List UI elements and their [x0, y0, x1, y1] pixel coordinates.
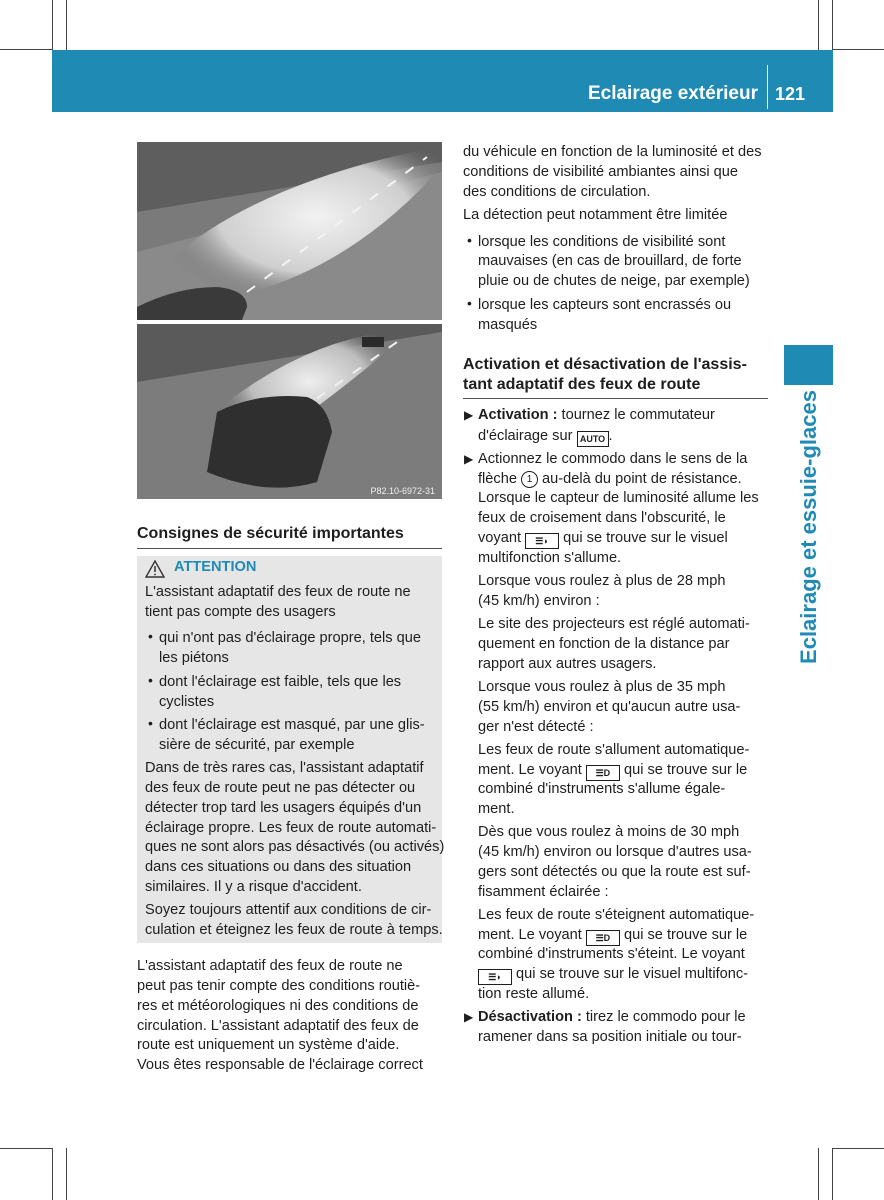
- bullet-dot: •: [148, 628, 153, 644]
- warning-bullet: cyclistes: [159, 694, 215, 710]
- step-text: ment.: [478, 801, 515, 817]
- page-title: Eclairage extérieur: [587, 83, 758, 104]
- step-text: (45 km/h) environ ou lorsque d'autres usa-: [478, 844, 752, 860]
- chapter-label: Eclairage et essuie-glaces: [796, 390, 821, 664]
- step-text: rapport aux autres usagers.: [478, 656, 657, 672]
- step-text: Le site des projecteurs est réglé automati-: [478, 616, 750, 632]
- step-text: Lorsque vous roulez à plus de 35 mph: [478, 679, 726, 695]
- crop-mark: [818, 0, 819, 52]
- step-label: Activation :: [478, 407, 558, 423]
- step-text: gers sont détectés ou que la route est suf-: [478, 864, 751, 880]
- bullet-dot: •: [148, 715, 153, 731]
- crop-mark: [52, 1148, 53, 1200]
- warning-text: ques ne sont alors pas désactivés (ou activés): [145, 839, 445, 855]
- step-text: [478, 528, 728, 549]
- step-text: feux de croisement dans l'obscurité, le: [478, 510, 726, 526]
- callout-number-icon: 1: [521, 471, 538, 488]
- step-text: combiné d'instruments s'éteint. Le voyant: [478, 946, 745, 962]
- high-beam-icon: ☰D: [586, 930, 620, 946]
- body-text: L'assistant adaptatif des feux de route ne: [137, 958, 403, 974]
- section-heading: tant adaptatif des feux de route: [463, 376, 701, 393]
- list-item: lorsque les conditions de visibilité sont: [478, 234, 726, 250]
- high-beam-assist-icon: ☰◗: [525, 533, 559, 549]
- body-text: des conditions de circulation.: [463, 184, 651, 200]
- step-text: [478, 964, 748, 985]
- step-text-part: ment. Le voyant: [478, 762, 586, 778]
- step-text: multifonction s'allume.: [478, 550, 622, 566]
- warning-intro: L'assistant adaptatif des feux de route ne: [145, 584, 411, 600]
- warning-bullet: dont l'éclairage est masqué, par une glis-: [159, 717, 425, 733]
- auto-symbol: AUTO: [577, 431, 609, 447]
- step-text: Dès que vous roulez à moins de 30 mph: [478, 824, 740, 840]
- crop-mark: [0, 49, 52, 50]
- crop-mark: [52, 0, 53, 52]
- crop-mark: [0, 1148, 52, 1149]
- step-text: [478, 1007, 746, 1027]
- step-text-part: tournez le commutateur: [557, 407, 715, 423]
- section-heading: Consignes de sécurité importantes: [137, 525, 404, 542]
- step-text: tion reste allumé.: [478, 986, 590, 1002]
- step-arrow-icon: ▶: [464, 408, 474, 422]
- step-text-part: .: [608, 428, 613, 444]
- crop-mark: [832, 1148, 884, 1149]
- bullet-dot: •: [467, 232, 472, 248]
- body-text: peut pas tenir compte des conditions routiè-: [137, 978, 421, 994]
- step-text: combiné d'instruments s'allume égale-: [478, 781, 726, 797]
- high-beam-icon: ☰D: [586, 765, 620, 781]
- step-text: [478, 760, 747, 781]
- step-text: ger n'est détecté :: [478, 719, 594, 735]
- warning-text: des feux de route peut ne pas détecter ou: [145, 780, 416, 796]
- step-text: [478, 426, 613, 447]
- body-text: Vous êtes responsable de l'éclairage correct: [137, 1057, 423, 1073]
- heading-rule: [463, 398, 768, 399]
- step-text: Actionnez le commodo dans le sens de la: [478, 451, 748, 467]
- step-text-part: tirez le commodo pour le: [581, 1009, 746, 1025]
- step-text-part: flèche: [478, 471, 521, 487]
- step-text: (45 km/h) environ :: [478, 593, 600, 609]
- step-text-part: qui se trouve sur le visuel: [559, 530, 728, 546]
- body-text: route est uniquement un système d'aide.: [137, 1037, 400, 1053]
- chapter-tab: [784, 345, 833, 385]
- body-text: circulation. L'assistant adaptatif des feux de: [137, 1018, 419, 1034]
- header-divider: [767, 65, 768, 109]
- warning-intro: tient pas compte des usagers: [145, 604, 336, 620]
- headlight-illustration-svg: [137, 142, 442, 499]
- warning-text: détecter trop tard les usagers équipés d'un: [145, 800, 422, 816]
- bullet-dot: •: [467, 295, 472, 311]
- warning-text: Dans de très rares cas, l'assistant adaptatif: [145, 760, 424, 776]
- body-text: res et météorologiques ni des conditions de: [137, 998, 419, 1014]
- step-text: Les feux de route s'allument automatique-: [478, 742, 750, 758]
- list-item: mauvaises (en cas de brouillard, de forte: [478, 253, 742, 269]
- step-text-part: au-delà du point de résistance.: [538, 471, 742, 487]
- warning-text: éclairage propre. Les feux de route automati-: [145, 820, 437, 836]
- step-text: [478, 469, 742, 489]
- headlight-illustration: [137, 142, 442, 499]
- warning-bullet: dont l'éclairage est faible, tels que les: [159, 674, 402, 690]
- crop-mark: [818, 1148, 819, 1200]
- step-text-part: qui se trouve sur le visuel multifonc-: [512, 966, 749, 982]
- heading-rule: [137, 548, 442, 549]
- step-arrow-icon: ▶: [464, 452, 474, 466]
- bullet-dot: •: [148, 672, 153, 688]
- warning-text: culation et éteignez les feux de route à temps.: [145, 922, 443, 938]
- step-text: (55 km/h) environ et qu'aucun autre usa-: [478, 699, 741, 715]
- list-item: masqués: [478, 317, 538, 333]
- page-number: 121: [775, 84, 806, 104]
- warning-bullet: qui n'ont pas d'éclairage propre, tels que: [159, 630, 421, 646]
- crop-mark: [832, 1148, 833, 1200]
- high-beam-assist-icon: ☰◗: [478, 969, 512, 985]
- crop-mark: [66, 0, 67, 52]
- warning-bullet: les piétons: [159, 650, 229, 666]
- warning-text: similaires. Il y a risque d'accident.: [145, 879, 362, 895]
- step-arrow-icon: ▶: [464, 1010, 474, 1024]
- step-text-part: ment. Le voyant: [478, 927, 586, 943]
- step-text: Lorsque vous roulez à plus de 28 mph: [478, 573, 726, 589]
- step-text: Lorsque le capteur de luminosité allume les: [478, 490, 759, 506]
- step-text-part: d'éclairage sur: [478, 428, 577, 444]
- warning-bullet: sière de sécurité, par exemple: [159, 737, 355, 753]
- step-text: Les feux de route s'éteignent automatique-: [478, 907, 755, 923]
- warning-text: Soyez toujours attentif aux conditions de cir-: [145, 902, 432, 918]
- step-text: ramener dans sa position initiale ou tour-: [478, 1029, 742, 1045]
- crop-mark: [832, 49, 884, 50]
- figure-code: P82.10-6972-31: [370, 486, 435, 496]
- step-text: [478, 405, 715, 425]
- list-item: pluie ou de chutes de neige, par exemple): [478, 273, 750, 289]
- body-text: du véhicule en fonction de la luminosité et des: [463, 144, 762, 160]
- step-text: [478, 925, 747, 946]
- warning-title: ATTENTION: [174, 559, 257, 575]
- step-text-part: qui se trouve sur le: [619, 927, 748, 943]
- warning-text: dans ces situations ou dans des situation: [145, 859, 412, 875]
- crop-mark: [66, 1148, 67, 1200]
- step-text-part: qui se trouve sur le: [619, 762, 748, 778]
- body-text: La détection peut notamment être limitée: [463, 207, 728, 223]
- step-text: quement en fonction de la distance par: [478, 636, 730, 652]
- body-text: conditions de visibilité ambiantes ainsi que: [463, 164, 739, 180]
- list-item: lorsque les capteurs sont encrassés ou: [478, 297, 732, 313]
- crop-mark: [832, 0, 833, 52]
- section-heading: Activation et désactivation de l'assis-: [463, 356, 747, 373]
- warning-icon: [145, 560, 165, 578]
- step-text: fisamment éclairée :: [478, 884, 609, 900]
- step-label: Désactivation :: [478, 1009, 582, 1025]
- step-text-part: voyant: [478, 530, 526, 546]
